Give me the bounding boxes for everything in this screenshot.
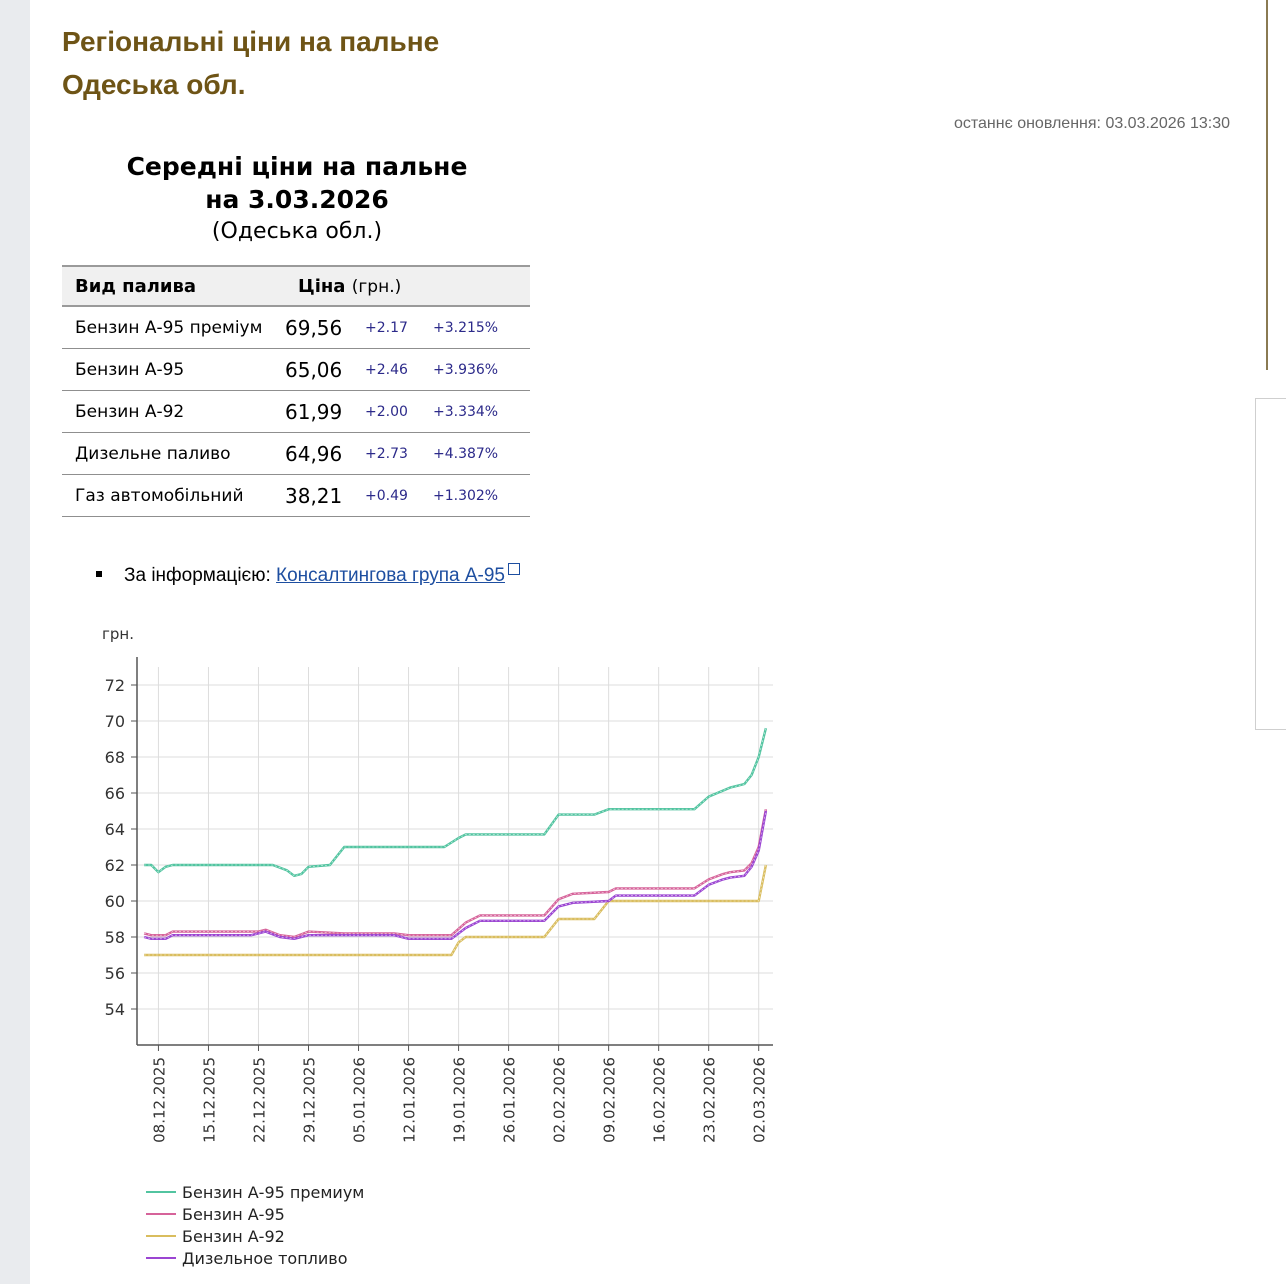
source-label: За інформацією: (124, 565, 271, 586)
page-title-line1: Регіональні ціни на пальне (62, 26, 440, 57)
x-tick-label: 05.01.2026 (350, 1057, 369, 1143)
fuel-name: Бензин А-92 (62, 391, 285, 433)
y-tick-label: 70 (104, 712, 125, 731)
external-link-icon[interactable] (508, 563, 520, 575)
x-tick-label: 09.02.2026 (600, 1057, 619, 1143)
header-price-label: Ціна (298, 275, 346, 297)
price-change: +2.00 (365, 391, 433, 433)
last-update-value: 03.03.2026 13:30 (1105, 115, 1230, 132)
summary-heading (62, 150, 532, 248)
price-change-percent: +3.334% (433, 391, 530, 433)
last-update (954, 115, 1230, 133)
x-tick-label: 26.01.2026 (500, 1057, 519, 1143)
price-table-header (62, 266, 530, 306)
fuel-price: 65,06 (285, 349, 365, 391)
fuel-name: Газ автомобільний (62, 475, 285, 517)
price-change-percent: +3.936% (433, 349, 530, 391)
y-tick-label: 54 (104, 1000, 125, 1019)
fuel-price: 69,56 (285, 306, 365, 349)
series-line (144, 811, 766, 939)
last-update-label: останнє оновлення: (953, 115, 1101, 132)
series-line (144, 865, 766, 955)
summary-title-date: на 3.03.2026 (205, 185, 389, 214)
table-row (62, 306, 530, 349)
right-panel-edge (1255, 398, 1286, 730)
table-row (62, 391, 530, 433)
price-change-percent: +3.215% (433, 306, 530, 349)
price-change: +2.73 (365, 433, 433, 475)
table-row (62, 433, 530, 475)
price-change: +0.49 (365, 475, 433, 517)
price-table (62, 265, 530, 517)
header-price-unit: (грн.) (351, 276, 402, 297)
table-row (62, 475, 530, 517)
x-tick-label: 29.12.2025 (300, 1057, 319, 1143)
series-line-dots (144, 811, 766, 939)
price-change-percent: +4.387% (433, 433, 530, 475)
fuel-name: Бензин А-95 преміум (62, 306, 285, 349)
legend-label: Дизельное топливо (182, 1249, 348, 1268)
series-line (144, 809, 766, 937)
x-tick-label: 23.02.2026 (700, 1057, 719, 1143)
price-change: +2.17 (365, 306, 433, 349)
fuel-price: 61,99 (285, 391, 365, 433)
x-tick-label: 22.12.2025 (250, 1057, 269, 1143)
series-line-dots (144, 809, 766, 937)
summary-title-line1: Середні ціни на пальне (126, 152, 468, 181)
x-tick-label: 02.03.2026 (750, 1057, 769, 1143)
bullet-marker (96, 571, 102, 577)
y-tick-label: 60 (104, 892, 125, 911)
price-change-percent: +1.302% (433, 475, 530, 517)
y-tick-label: 58 (104, 928, 125, 947)
price-history-chart (90, 615, 769, 1275)
series-line (144, 728, 766, 876)
y-tick-label: 66 (104, 784, 125, 803)
y-tick-label: 62 (104, 856, 125, 875)
x-tick-label: 19.01.2026 (450, 1057, 469, 1143)
y-tick-label: 68 (104, 748, 125, 767)
series-line-dots (144, 865, 766, 955)
right-divider (1266, 0, 1268, 370)
page-title-region: Одеська обл. (62, 69, 246, 100)
y-tick-label: 56 (104, 964, 125, 983)
legend-label: Бензин А-95 премиум (182, 1183, 365, 1202)
y-axis-label: грн. (102, 625, 134, 643)
summary-region: (Одеська обл.) (211, 219, 383, 244)
table-row (62, 349, 530, 391)
fuel-name: Дизельне паливо (62, 433, 285, 475)
left-sidebar-strip (0, 0, 30, 1284)
source-link[interactable]: Консалтингова група А-95 (276, 565, 505, 586)
fuel-name: Бензин А-95 (62, 349, 285, 391)
fuel-price: 64,96 (285, 433, 365, 475)
series-line-dots (144, 728, 766, 876)
x-tick-label: 15.12.2025 (200, 1057, 219, 1143)
legend-label: Бензин А-92 (182, 1227, 285, 1246)
source-note (96, 565, 520, 587)
fuel-price: 38,21 (285, 475, 365, 517)
page-title (62, 20, 439, 106)
price-change: +2.46 (365, 349, 433, 391)
y-tick-label: 64 (104, 820, 125, 839)
y-tick-label: 72 (104, 676, 125, 695)
x-tick-label: 02.02.2026 (550, 1057, 569, 1143)
x-tick-label: 16.02.2026 (650, 1057, 669, 1143)
x-tick-label: 08.12.2025 (150, 1057, 169, 1143)
legend-label: Бензин А-95 (182, 1205, 285, 1224)
x-tick-label: 12.01.2026 (400, 1057, 419, 1143)
header-fuel-type: Вид палива (62, 266, 285, 306)
header-price (285, 266, 530, 306)
